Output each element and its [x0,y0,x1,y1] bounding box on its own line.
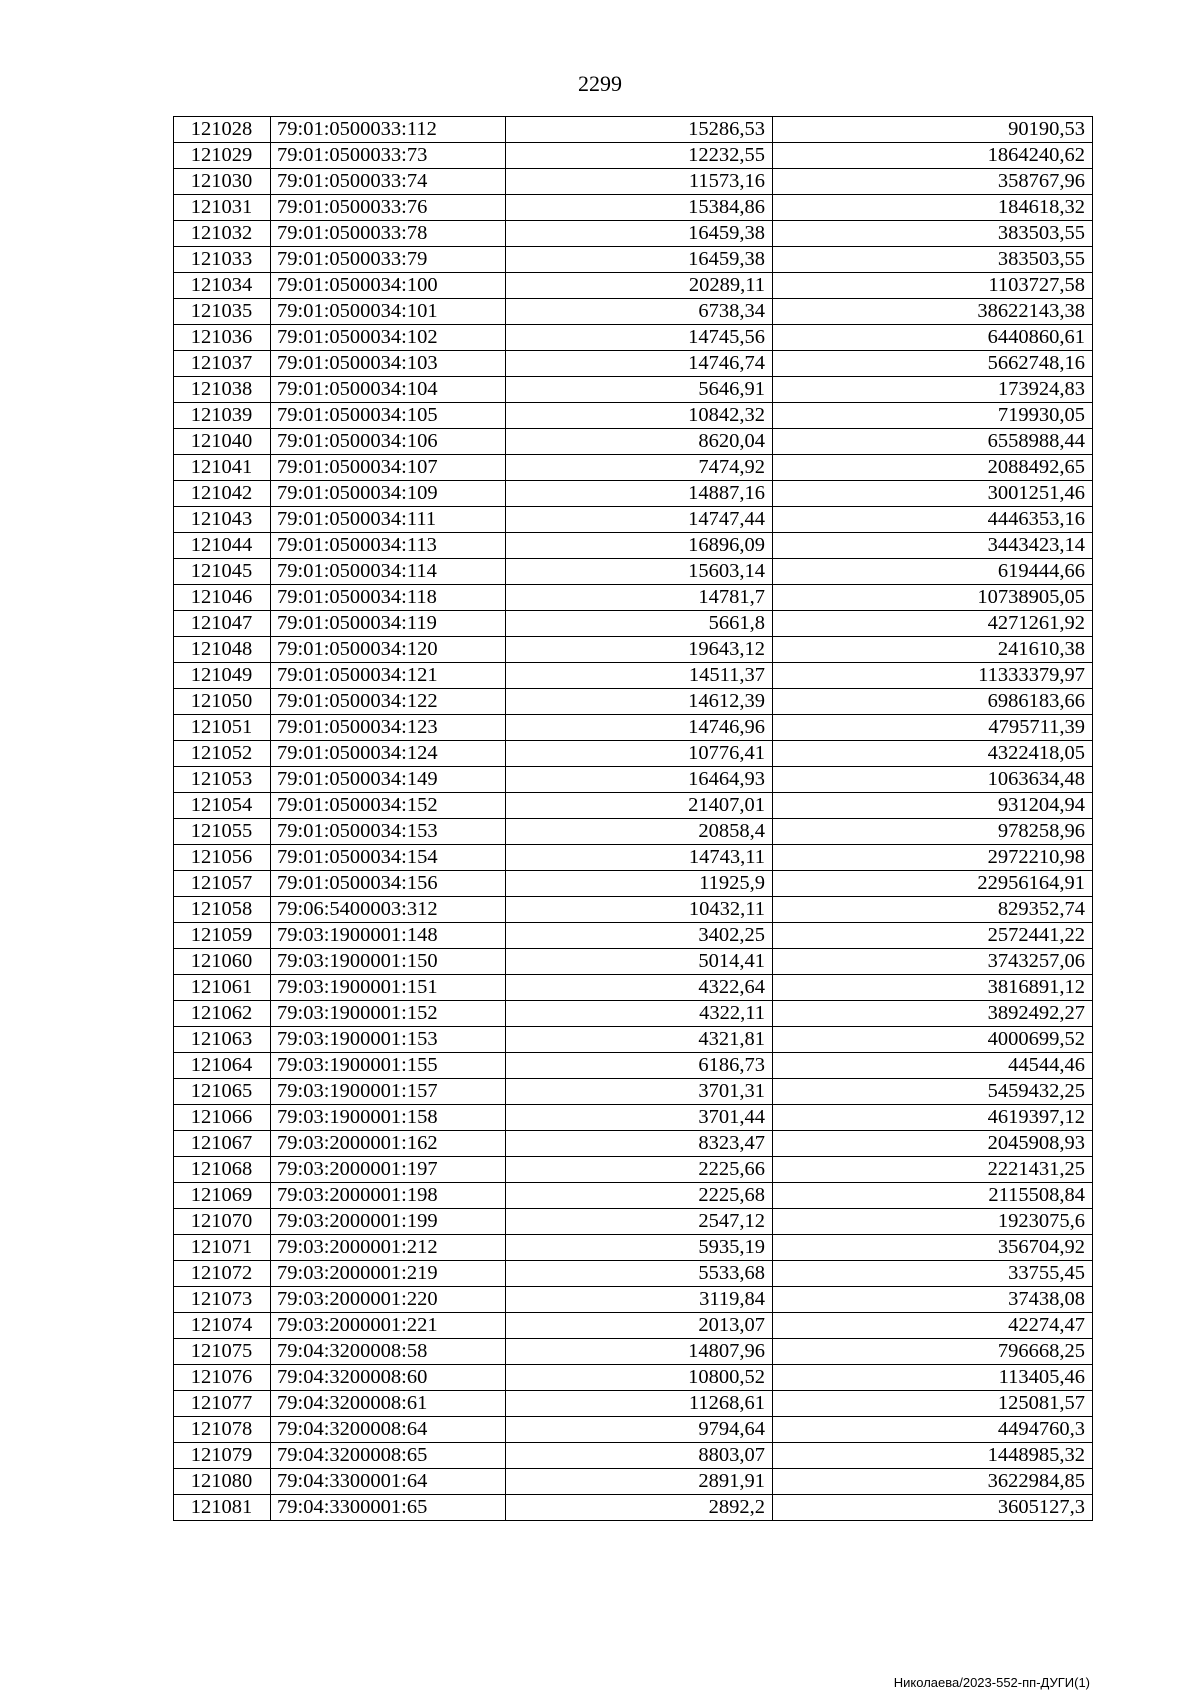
cadastral-value-cell: 2972210,98 [773,845,1093,871]
table-row [174,403,1093,429]
table-row [174,793,1093,819]
table-row [174,455,1093,481]
cadastral-value-cell: 6986183,66 [773,689,1093,715]
cadastral-number-cell: 79:01:0500034:124 [271,741,506,767]
cadastral-value-cell: 184618,32 [773,195,1093,221]
table-row [174,1209,1093,1235]
cadastral-number-cell: 79:01:0500034:111 [271,507,506,533]
table-row [174,1183,1093,1209]
value-cell: 8323,47 [506,1131,773,1157]
value-cell: 2892,2 [506,1495,773,1521]
cadastral-value-cell: 241610,38 [773,637,1093,663]
cadastral-value-cell: 4795711,39 [773,715,1093,741]
cadastral-value-cell: 4000699,52 [773,1027,1093,1053]
row-number-cell: 121078 [174,1417,271,1443]
value-cell: 11573,16 [506,169,773,195]
table-row [174,845,1093,871]
value-cell: 16896,09 [506,533,773,559]
cadastral-value-cell: 356704,92 [773,1235,1093,1261]
value-cell: 3402,25 [506,923,773,949]
value-cell: 6738,34 [506,299,773,325]
value-cell: 14743,11 [506,845,773,871]
row-number-cell: 121067 [174,1131,271,1157]
row-number-cell: 121052 [174,741,271,767]
value-cell: 4322,11 [506,1001,773,1027]
cadastral-number-cell: 79:01:0500034:100 [271,273,506,299]
value-cell: 4322,64 [506,975,773,1001]
cadastral-number-cell: 79:03:1900001:148 [271,923,506,949]
row-number-cell: 121081 [174,1495,271,1521]
cadastral-number-cell: 79:01:0500033:112 [271,117,506,143]
table-row [174,1131,1093,1157]
row-number-cell: 121034 [174,273,271,299]
row-number-cell: 121043 [174,507,271,533]
cadastral-number-cell: 79:03:2000001:197 [271,1157,506,1183]
row-number-cell: 121065 [174,1079,271,1105]
cadastral-value-cell: 2115508,84 [773,1183,1093,1209]
value-cell: 12232,55 [506,143,773,169]
cadastral-value-cell: 173924,83 [773,377,1093,403]
table-row [174,507,1093,533]
cadastral-number-cell: 79:04:3200008:64 [271,1417,506,1443]
cadastral-number-cell: 79:01:0500034:113 [271,533,506,559]
table-row [174,195,1093,221]
table-row [174,429,1093,455]
cadastral-value-cell: 4271261,92 [773,611,1093,637]
cadastral-number-cell: 79:01:0500034:123 [271,715,506,741]
row-number-cell: 121044 [174,533,271,559]
cadastral-number-cell: 79:03:1900001:155 [271,1053,506,1079]
cadastral-value-cell: 11333379,97 [773,663,1093,689]
table-row [174,1417,1093,1443]
row-number-cell: 121080 [174,1469,271,1495]
cadastral-value-cell: 90190,53 [773,117,1093,143]
value-cell: 19643,12 [506,637,773,663]
value-cell: 10432,11 [506,897,773,923]
value-cell: 15384,86 [506,195,773,221]
row-number-cell: 121054 [174,793,271,819]
cadastral-number-cell: 79:04:3200008:60 [271,1365,506,1391]
table-row [174,1443,1093,1469]
value-cell: 3701,31 [506,1079,773,1105]
value-cell: 14746,96 [506,715,773,741]
value-cell: 14781,7 [506,585,773,611]
cadastral-value-cell: 38622143,38 [773,299,1093,325]
cadastral-value-cell: 3001251,46 [773,481,1093,507]
value-cell: 8620,04 [506,429,773,455]
cadastral-value-cell: 4494760,3 [773,1417,1093,1443]
table-row [174,1365,1093,1391]
row-number-cell: 121028 [174,117,271,143]
row-number-cell: 121046 [174,585,271,611]
cadastral-value-cell: 931204,94 [773,793,1093,819]
table-row [174,117,1093,143]
table-row [174,741,1093,767]
cadastral-number-cell: 79:01:0500034:122 [271,689,506,715]
cadastral-number-cell: 79:01:0500034:152 [271,793,506,819]
cadastral-value-cell: 719930,05 [773,403,1093,429]
value-cell: 15603,14 [506,559,773,585]
value-cell: 2891,91 [506,1469,773,1495]
table-row [174,273,1093,299]
cadastral-number-cell: 79:06:5400003:312 [271,897,506,923]
row-number-cell: 121050 [174,689,271,715]
row-number-cell: 121061 [174,975,271,1001]
table-row [174,533,1093,559]
cadastral-number-cell: 79:01:0500034:156 [271,871,506,897]
cadastral-value-cell: 3605127,3 [773,1495,1093,1521]
row-number-cell: 121040 [174,429,271,455]
value-cell: 15286,53 [506,117,773,143]
cadastral-number-cell: 79:01:0500034:107 [271,455,506,481]
table-row [174,819,1093,845]
row-number-cell: 121041 [174,455,271,481]
cadastral-value-cell: 383503,55 [773,221,1093,247]
table-row [174,559,1093,585]
cadastral-number-cell: 79:01:0500034:154 [271,845,506,871]
table-row [174,1339,1093,1365]
value-cell: 5935,19 [506,1235,773,1261]
table-row [174,1261,1093,1287]
cadastral-value-cell: 3622984,85 [773,1469,1093,1495]
value-cell: 14612,39 [506,689,773,715]
row-number-cell: 121072 [174,1261,271,1287]
cadastral-value-cell: 358767,96 [773,169,1093,195]
table-row [174,637,1093,663]
value-cell: 21407,01 [506,793,773,819]
cadastral-number-cell: 79:03:2000001:219 [271,1261,506,1287]
table-row [174,715,1093,741]
cadastral-number-cell: 79:01:0500033:76 [271,195,506,221]
value-cell: 2225,68 [506,1183,773,1209]
cadastral-value-cell: 619444,66 [773,559,1093,585]
row-number-cell: 121077 [174,1391,271,1417]
row-number-cell: 121037 [174,351,271,377]
value-cell: 4321,81 [506,1027,773,1053]
table-row [174,1053,1093,1079]
row-number-cell: 121056 [174,845,271,871]
value-cell: 11268,61 [506,1391,773,1417]
row-number-cell: 121038 [174,377,271,403]
table-row [174,1495,1093,1521]
row-number-cell: 121035 [174,299,271,325]
value-cell: 10800,52 [506,1365,773,1391]
row-number-cell: 121030 [174,169,271,195]
cadastral-value-cell: 3816891,12 [773,975,1093,1001]
cadastral-number-cell: 79:01:0500034:114 [271,559,506,585]
cadastral-value-cell: 37438,08 [773,1287,1093,1313]
table-row [174,1313,1093,1339]
row-number-cell: 121079 [174,1443,271,1469]
cadastral-value-cell: 4322418,05 [773,741,1093,767]
value-cell: 10776,41 [506,741,773,767]
table-row [174,1079,1093,1105]
row-number-cell: 121042 [174,481,271,507]
cadastral-number-cell: 79:03:2000001:198 [271,1183,506,1209]
cadastral-number-cell: 79:03:1900001:158 [271,1105,506,1131]
cadastral-number-cell: 79:01:0500034:149 [271,767,506,793]
value-cell: 2225,66 [506,1157,773,1183]
row-number-cell: 121076 [174,1365,271,1391]
cadastral-value-cell: 10738905,05 [773,585,1093,611]
row-number-cell: 121074 [174,1313,271,1339]
cadastral-number-cell: 79:01:0500034:102 [271,325,506,351]
value-cell: 14747,44 [506,507,773,533]
cadastral-value-cell: 3743257,06 [773,949,1093,975]
cadastral-value-cell: 978258,96 [773,819,1093,845]
row-number-cell: 121063 [174,1027,271,1053]
page-number: 2299 [578,71,622,96]
cadastral-number-cell: 79:03:2000001:199 [271,1209,506,1235]
table-row [174,1235,1093,1261]
cadastral-number-cell: 79:04:3300001:65 [271,1495,506,1521]
value-cell: 3119,84 [506,1287,773,1313]
cadastral-number-cell: 79:04:3300001:64 [271,1469,506,1495]
table-row [174,897,1093,923]
table-row [174,377,1093,403]
value-cell: 6186,73 [506,1053,773,1079]
cadastral-number-cell: 79:01:0500034:106 [271,429,506,455]
document-footer: Николаева/2023-552-пп-ДУГИ(1) [893,1675,1090,1690]
cadastral-value-cell: 1864240,62 [773,143,1093,169]
row-number-cell: 121069 [174,1183,271,1209]
table-row [174,1001,1093,1027]
cadastral-number-cell: 79:01:0500033:73 [271,143,506,169]
cadastral-number-cell: 79:01:0500034:104 [271,377,506,403]
cadastral-value-cell: 3443423,14 [773,533,1093,559]
row-number-cell: 121053 [174,767,271,793]
value-cell: 3701,44 [506,1105,773,1131]
row-number-cell: 121066 [174,1105,271,1131]
value-cell: 14746,74 [506,351,773,377]
row-number-cell: 121055 [174,819,271,845]
table-row [174,1287,1093,1313]
table-row [174,1027,1093,1053]
row-number-cell: 121064 [174,1053,271,1079]
value-cell: 16459,38 [506,221,773,247]
cadastral-number-cell: 79:01:0500034:105 [271,403,506,429]
value-cell: 16464,93 [506,767,773,793]
cadastral-value-cell: 5662748,16 [773,351,1093,377]
value-cell: 7474,92 [506,455,773,481]
row-number-cell: 121062 [174,1001,271,1027]
table-row [174,975,1093,1001]
value-cell: 5533,68 [506,1261,773,1287]
cadastral-number-cell: 79:01:0500034:121 [271,663,506,689]
table-row [174,949,1093,975]
cadastral-number-cell: 79:03:1900001:152 [271,1001,506,1027]
cadastral-number-cell: 79:01:0500034:109 [271,481,506,507]
cadastral-number-cell: 79:03:1900001:157 [271,1079,506,1105]
cadastral-value-cell: 22956164,91 [773,871,1093,897]
row-number-cell: 121070 [174,1209,271,1235]
table-row [174,143,1093,169]
table-row [174,689,1093,715]
row-number-cell: 121073 [174,1287,271,1313]
cadastral-value-cell: 1103727,58 [773,273,1093,299]
row-number-cell: 121032 [174,221,271,247]
cadastral-value-cell: 44544,46 [773,1053,1093,1079]
cadastral-number-cell: 79:03:2000001:221 [271,1313,506,1339]
table-row [174,1469,1093,1495]
table-row [174,923,1093,949]
value-cell: 8803,07 [506,1443,773,1469]
table-row [174,1105,1093,1131]
row-number-cell: 121049 [174,663,271,689]
cadastral-number-cell: 79:01:0500034:153 [271,819,506,845]
cadastral-number-cell: 79:03:2000001:220 [271,1287,506,1313]
cadastral-number-cell: 79:03:2000001:162 [271,1131,506,1157]
row-number-cell: 121048 [174,637,271,663]
cadastral-value-cell: 2088492,65 [773,455,1093,481]
row-number-cell: 121031 [174,195,271,221]
cadastral-value-cell: 125081,57 [773,1391,1093,1417]
row-number-cell: 121039 [174,403,271,429]
cadastral-value-cell: 1063634,48 [773,767,1093,793]
cadastral-value-cell: 829352,74 [773,897,1093,923]
cadastral-number-cell: 79:04:3200008:65 [271,1443,506,1469]
cadastral-number-cell: 79:01:0500033:74 [271,169,506,195]
cadastral-number-cell: 79:04:3200008:58 [271,1339,506,1365]
table-row [174,585,1093,611]
value-cell: 10842,32 [506,403,773,429]
cadastral-value-cell: 796668,25 [773,1339,1093,1365]
value-cell: 14887,16 [506,481,773,507]
row-number-cell: 121057 [174,871,271,897]
cadastral-value-cell: 3892492,27 [773,1001,1093,1027]
cadastral-number-cell: 79:03:1900001:151 [271,975,506,1001]
cadastral-value-cell: 5459432,25 [773,1079,1093,1105]
cadastral-value-cell: 33755,45 [773,1261,1093,1287]
row-number-cell: 121060 [174,949,271,975]
cadastral-value-cell: 1923075,6 [773,1209,1093,1235]
row-number-cell: 121045 [174,559,271,585]
cadastral-value-cell: 42274,47 [773,1313,1093,1339]
row-number-cell: 121036 [174,325,271,351]
row-number-cell: 121068 [174,1157,271,1183]
row-number-cell: 121033 [174,247,271,273]
cadastral-value-cell: 4446353,16 [773,507,1093,533]
row-number-cell: 121058 [174,897,271,923]
cadastral-number-cell: 79:01:0500034:103 [271,351,506,377]
row-number-cell: 121051 [174,715,271,741]
value-cell: 5646,91 [506,377,773,403]
cadastral-value-cell: 6558988,44 [773,429,1093,455]
table-row [174,299,1093,325]
table-row [174,1157,1093,1183]
value-cell: 20289,11 [506,273,773,299]
cadastral-value-cell: 2572441,22 [773,923,1093,949]
value-cell: 11925,9 [506,871,773,897]
cadastral-value-cell: 2045908,93 [773,1131,1093,1157]
cadastral-number-cell: 79:04:3200008:61 [271,1391,506,1417]
cadastral-number-cell: 79:01:0500033:78 [271,221,506,247]
table-row [174,221,1093,247]
value-cell: 2547,12 [506,1209,773,1235]
table-row [174,871,1093,897]
row-number-cell: 121029 [174,143,271,169]
table-row [174,1391,1093,1417]
row-number-cell: 121047 [174,611,271,637]
cadastral-value-cell: 6440860,61 [773,325,1093,351]
value-cell: 9794,64 [506,1417,773,1443]
cadastral-value-cell: 4619397,12 [773,1105,1093,1131]
table-row [174,611,1093,637]
row-number-cell: 121059 [174,923,271,949]
table-row [174,767,1093,793]
cadastral-number-cell: 79:01:0500034:119 [271,611,506,637]
value-cell: 16459,38 [506,247,773,273]
cadastral-number-cell: 79:01:0500034:118 [271,585,506,611]
cadastral-value-cell: 383503,55 [773,247,1093,273]
value-cell: 14807,96 [506,1339,773,1365]
cadastral-number-cell: 79:01:0500033:79 [271,247,506,273]
cadastral-value-table [173,116,1093,1521]
value-cell: 5661,8 [506,611,773,637]
cadastral-number-cell: 79:01:0500034:101 [271,299,506,325]
table-row [174,351,1093,377]
table-row [174,325,1093,351]
table-body [174,117,1093,1521]
value-cell: 14511,37 [506,663,773,689]
cadastral-number-cell: 79:03:1900001:150 [271,949,506,975]
cadastral-value-cell: 2221431,25 [773,1157,1093,1183]
table-row [174,169,1093,195]
table-row [174,663,1093,689]
cadastral-number-cell: 79:01:0500034:120 [271,637,506,663]
cadastral-number-cell: 79:03:2000001:212 [271,1235,506,1261]
value-cell: 2013,07 [506,1313,773,1339]
row-number-cell: 121071 [174,1235,271,1261]
cadastral-number-cell: 79:03:1900001:153 [271,1027,506,1053]
table-row [174,247,1093,273]
cadastral-value-cell: 1448985,32 [773,1443,1093,1469]
cadastral-value-cell: 113405,46 [773,1365,1093,1391]
value-cell: 20858,4 [506,819,773,845]
table-row [174,481,1093,507]
value-cell: 5014,41 [506,949,773,975]
row-number-cell: 121075 [174,1339,271,1365]
value-cell: 14745,56 [506,325,773,351]
